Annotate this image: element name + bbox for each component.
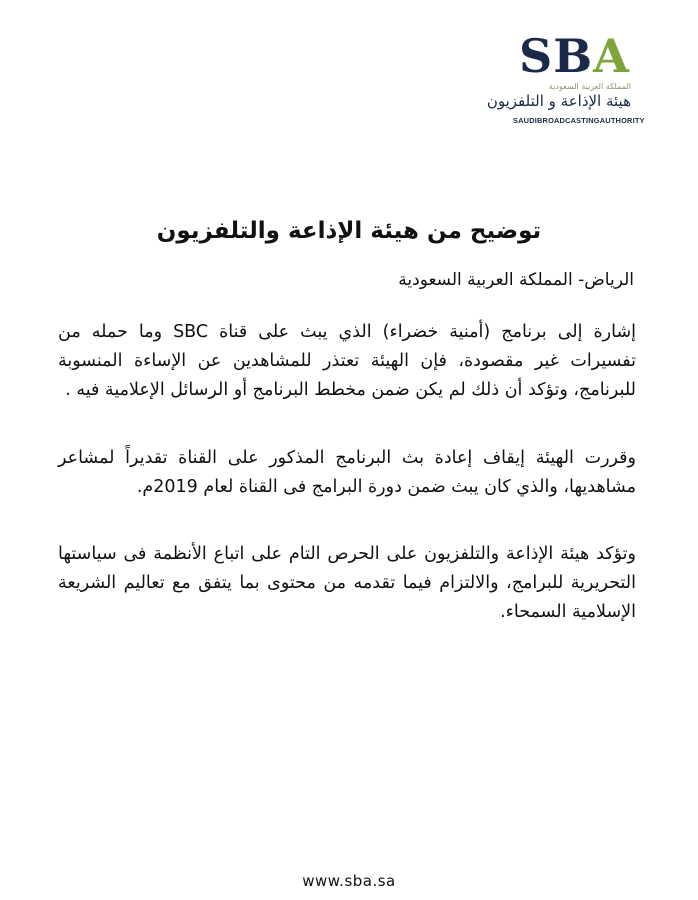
sba-logo (486, 29, 645, 130)
logo-arabic-authority-name: هيئة الإذاعة و التلفزيون (486, 92, 631, 110)
document-title: توضيح من هيئة الإذاعة والتلفزيون (156, 218, 542, 244)
paragraph-1 (58, 318, 636, 405)
paragraph-3 (58, 540, 636, 627)
logo-mark-letters: SB (519, 29, 594, 83)
paragraph-2-text: وقررت الهيئة إيقاف إعادة بث البرنامج المذكور على القناة تقديراً لمشاعر مشاهديها، والذي كان يبث ضمن دورة البرامج فى القناة لعام 2019م. (58, 448, 636, 497)
footer-website: www.sba.sa (302, 872, 396, 890)
paragraph-2 (58, 444, 636, 502)
logo-mark (519, 29, 631, 83)
document-location: الرياض- المملكة العربية السعودية (398, 270, 634, 290)
logo-mark-accent-letter: A (593, 29, 630, 83)
paragraph-1-text: إشارة إلى برنامج (أمنية خضراء) الذي يبث على قناة SBC وما حمله من تفسيرات غير مقصودة، فإن الهيئة تعتذر للمشاهدين عن الإساءة المنسوبة للبرنامج، وتؤكد أن ذلك لم يكن ضمن مخطط البرنامج أو الرسائل الإعلامية فيه . (58, 322, 636, 400)
paragraph-3-text: وتؤكد هيئة الإذاعة والتلفزيون على الحرص التام على اتباع الأنظمة فى سياستها التحريرية للبرامج، والالتزام فيما تقدمه من محتوى بما يتفق مع تعاليم الشريعة الإسلامية السمحاء. (58, 544, 636, 622)
logo-arabic-kingdom: المملكة العربية السعودية (548, 82, 631, 91)
logo-english-authority-name: SAUDIBROADCASTINGAUTHORITY (513, 116, 645, 125)
